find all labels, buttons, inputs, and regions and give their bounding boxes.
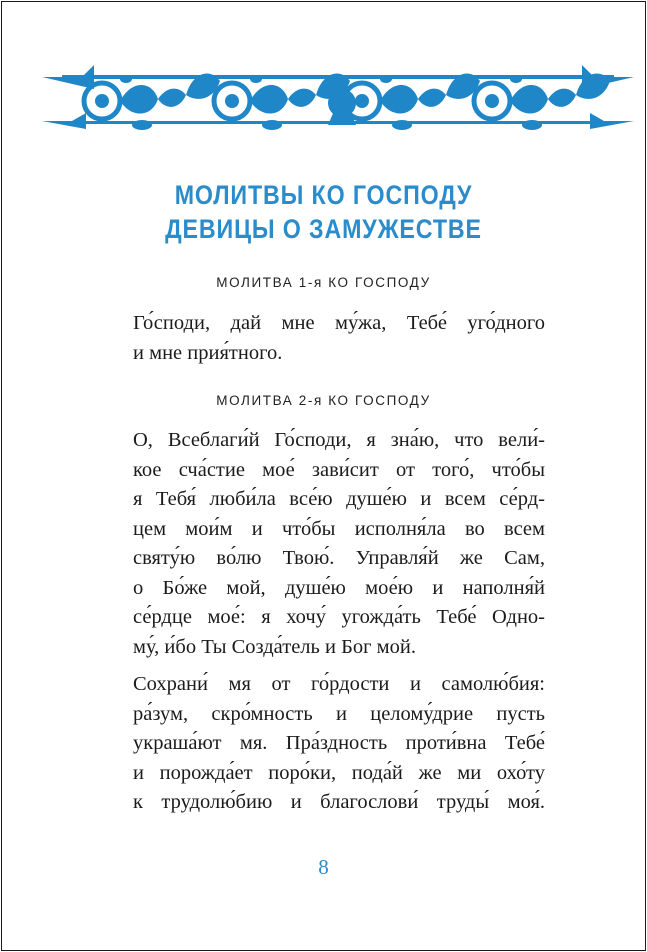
book-page [1, 1, 646, 951]
floral-border-icon [42, 59, 634, 133]
text-line: я Тебя́ люби́ла все́ю душе́ю и всем се́рд- [133, 488, 545, 510]
text-line: святу́ю во́лю Твою́. Управля́й же Сам, [133, 547, 545, 569]
text-line: и мне прия́тного. [133, 341, 283, 364]
text-line: украша́ют мя. Пра́здность проти́вна Тебе́ [133, 732, 545, 754]
page-number: 8 [318, 855, 329, 879]
text-line: се́рдце мое́: я хочу́ угожда́ть Тебе́ Одно- [133, 606, 545, 628]
text-line: Сохрани́ мя от го́рдости и самолю́бия: [133, 673, 545, 695]
text-line: му́, и́бо Ты Созда́тель и Бог мой. [133, 635, 416, 658]
text-line: Го́споди, дай мне му́жа, Тебе́ уго́дного [133, 312, 545, 334]
page-title-line-2: ДЕВИЦЫ О ЗАМУЖЕСТВЕ [165, 214, 482, 244]
prayer-2-paragraph-1 [133, 426, 545, 662]
prayer-1-text [133, 309, 545, 368]
text-line: ра́зум, скро́мность и целому́дрие пусть [133, 702, 545, 725]
prayer-2-heading: МОЛИТВА 2-я КО ГОСПОДУ [216, 393, 431, 408]
prayer-2-paragraph-2 [133, 670, 545, 818]
text-line: о Бо́же мой, душе́ю мое́ю и наполня́й [133, 576, 545, 599]
text-line: к трудолю́бию и благослови́ труды́ моя́. [133, 791, 545, 813]
text-line: и порожда́ет поро́ки, пода́й же ми охо́ту [133, 761, 545, 784]
text-line: цем мои́м и что́бы исполня́ла во всем [133, 517, 545, 540]
page-title-line-1: МОЛИТВЫ КО ГОСПОДУ [174, 180, 473, 210]
text-line: кое сча́стие мое́ зави́сит от того́, что́бы [133, 458, 545, 481]
text-line: О, Всеблаги́й Го́споди, я зна́ю, что вели́- [133, 429, 545, 451]
prayer-1-heading: МОЛИТВА 1-я КО ГОСПОДУ [216, 275, 431, 290]
